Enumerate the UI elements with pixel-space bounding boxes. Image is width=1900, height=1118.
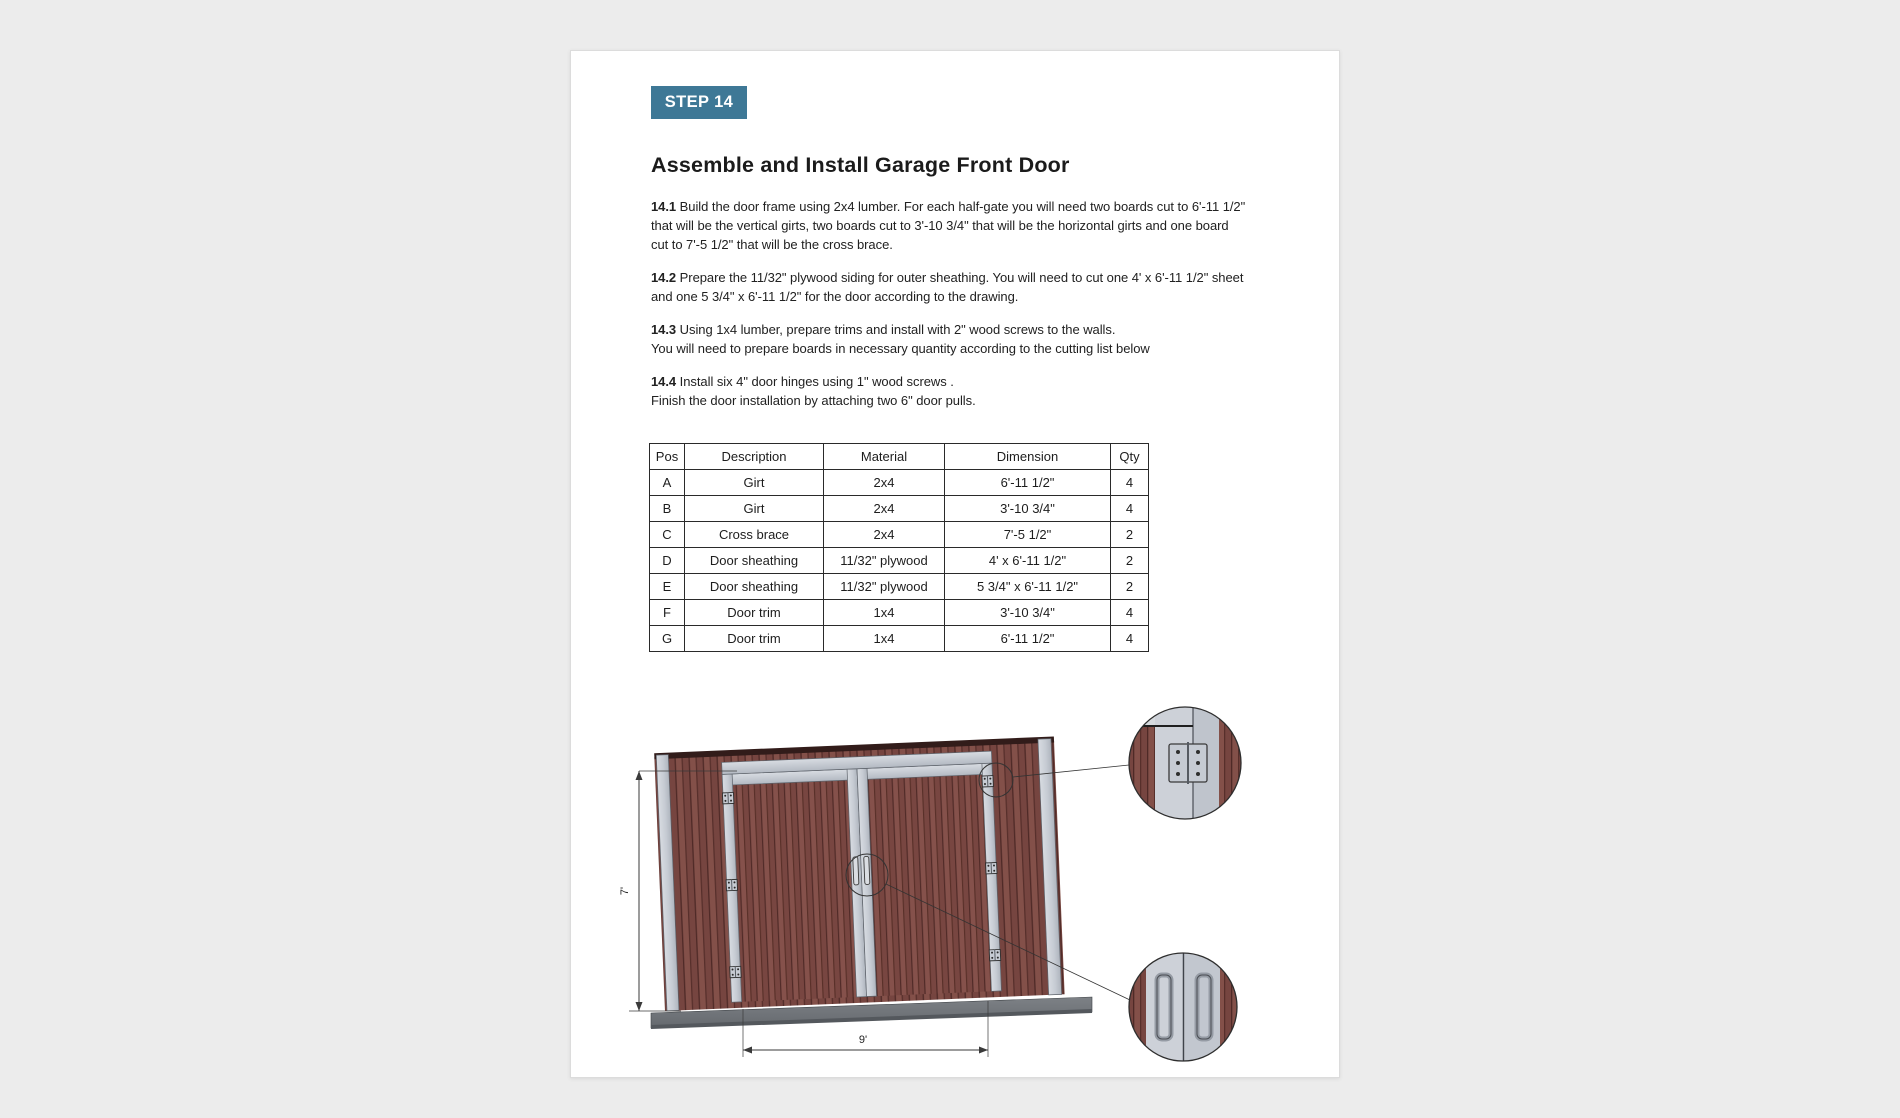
document-page xyxy=(570,50,1340,1078)
table-cell: 2x4 xyxy=(824,496,945,522)
table-cell: 11/32" plywood xyxy=(824,574,945,600)
table-cell: 11/32" plywood xyxy=(824,548,945,574)
column-header: Material xyxy=(824,444,945,470)
table-row xyxy=(650,548,1149,574)
instruction-paragraph-14-3: 14.3 Using 1x4 lumber, prepare trims and install with 2" wood screws to the walls. You will need to prepare boards in necessary quantity according to the cutting list below xyxy=(651,322,1150,356)
table-row xyxy=(650,470,1149,496)
table-cell: A xyxy=(650,470,685,496)
table-cell: 2 xyxy=(1111,574,1149,600)
column-header: Dimension xyxy=(945,444,1111,470)
instruction-paragraph-14-4: 14.4 Install six 4" door hinges using 1" wood screws . Finish the door installation by attaching two 6" door pulls. xyxy=(651,374,976,408)
door-right-half xyxy=(857,763,1001,996)
table-cell: Girt xyxy=(685,496,824,522)
table-cell: Door sheathing xyxy=(685,574,824,600)
garage-door-diagram xyxy=(601,679,1281,1074)
table-cell: Cross brace xyxy=(685,522,824,548)
table-cell: Door sheathing xyxy=(685,548,824,574)
door-pull-icon xyxy=(864,856,870,884)
table-cell: G xyxy=(650,626,685,652)
table-row xyxy=(650,600,1149,626)
table-cell: Door trim xyxy=(685,626,824,652)
table-cell: 7'-5 1/2" xyxy=(945,522,1111,548)
door-height-label: 7' xyxy=(619,886,631,896)
pulls-detail-view xyxy=(1129,953,1237,1061)
table-cell: 4 xyxy=(1111,626,1149,652)
instruction-paragraph-14-1: 14.1 Build the door frame using 2x4 lumber. For each half-gate you will need two boards cut to 6'-11 1/2" that will be the vertical girts, two boards cut to 3'-10 3/4" that will be the horizontal girts and one board cut to 7'-5 1/2" that will be the cross brace. xyxy=(651,199,1246,252)
table-cell: 3'-10 3/4" xyxy=(945,496,1111,522)
table-cell: 3'-10 3/4" xyxy=(945,600,1111,626)
step-badge: STEP 14 xyxy=(651,86,747,119)
table-cell: E xyxy=(650,574,685,600)
table-row xyxy=(650,496,1149,522)
hinge-icon xyxy=(986,862,997,873)
table-cell: 2x4 xyxy=(824,522,945,548)
table-cell: B xyxy=(650,496,685,522)
instruction-paragraph-14-2: 14.2 Prepare the 11/32" plywood siding for outer sheathing. You will need to cut one 4' x 6'-11 1/2" sheet and one 5 3/4" x 6'-11 1/2" for the door according to the drawing. xyxy=(651,270,1244,304)
table-cell: 2x4 xyxy=(824,470,945,496)
table-row xyxy=(650,626,1149,652)
door-left-half xyxy=(722,769,866,1002)
table-cell: 6'-11 1/2" xyxy=(945,470,1111,496)
table-cell: D xyxy=(650,548,685,574)
table-cell: 4 xyxy=(1111,600,1149,626)
table-row xyxy=(650,574,1149,600)
column-header: Description xyxy=(685,444,824,470)
table-cell: 1x4 xyxy=(824,626,945,652)
table-cell: 5 3/4" x 6'-11 1/2" xyxy=(945,574,1111,600)
table-cell: F xyxy=(650,600,685,626)
column-header: Pos xyxy=(650,444,685,470)
hinge-icon xyxy=(989,949,1000,960)
table-cell: 1x4 xyxy=(824,600,945,626)
door-pull-icon xyxy=(853,857,859,885)
cutting-list-header-row xyxy=(650,444,1149,470)
garage-wall xyxy=(654,736,1064,1011)
table-cell: 2 xyxy=(1111,522,1149,548)
hinge-icon xyxy=(982,776,993,787)
table-row xyxy=(650,522,1149,548)
hinge-icon xyxy=(722,792,733,803)
table-cell: 6'-11 1/2" xyxy=(945,626,1111,652)
door-width-label: 9' xyxy=(858,1034,868,1046)
hinge-icon xyxy=(730,966,741,977)
table-cell: 4 xyxy=(1111,470,1149,496)
table-cell: 4' x 6'-11 1/2" xyxy=(945,548,1111,574)
hinge-detail-view xyxy=(1127,707,1241,819)
cutting-list-table xyxy=(649,443,1149,652)
table-cell: Door trim xyxy=(685,600,824,626)
table-cell: C xyxy=(650,522,685,548)
hinge-icon xyxy=(726,879,737,890)
column-header: Qty xyxy=(1111,444,1149,470)
page-title: Assemble and Install Garage Front Door xyxy=(651,153,1070,177)
table-cell: Girt xyxy=(685,470,824,496)
table-cell: 2 xyxy=(1111,548,1149,574)
cutting-list-body xyxy=(650,470,1149,652)
table-cell: 4 xyxy=(1111,496,1149,522)
